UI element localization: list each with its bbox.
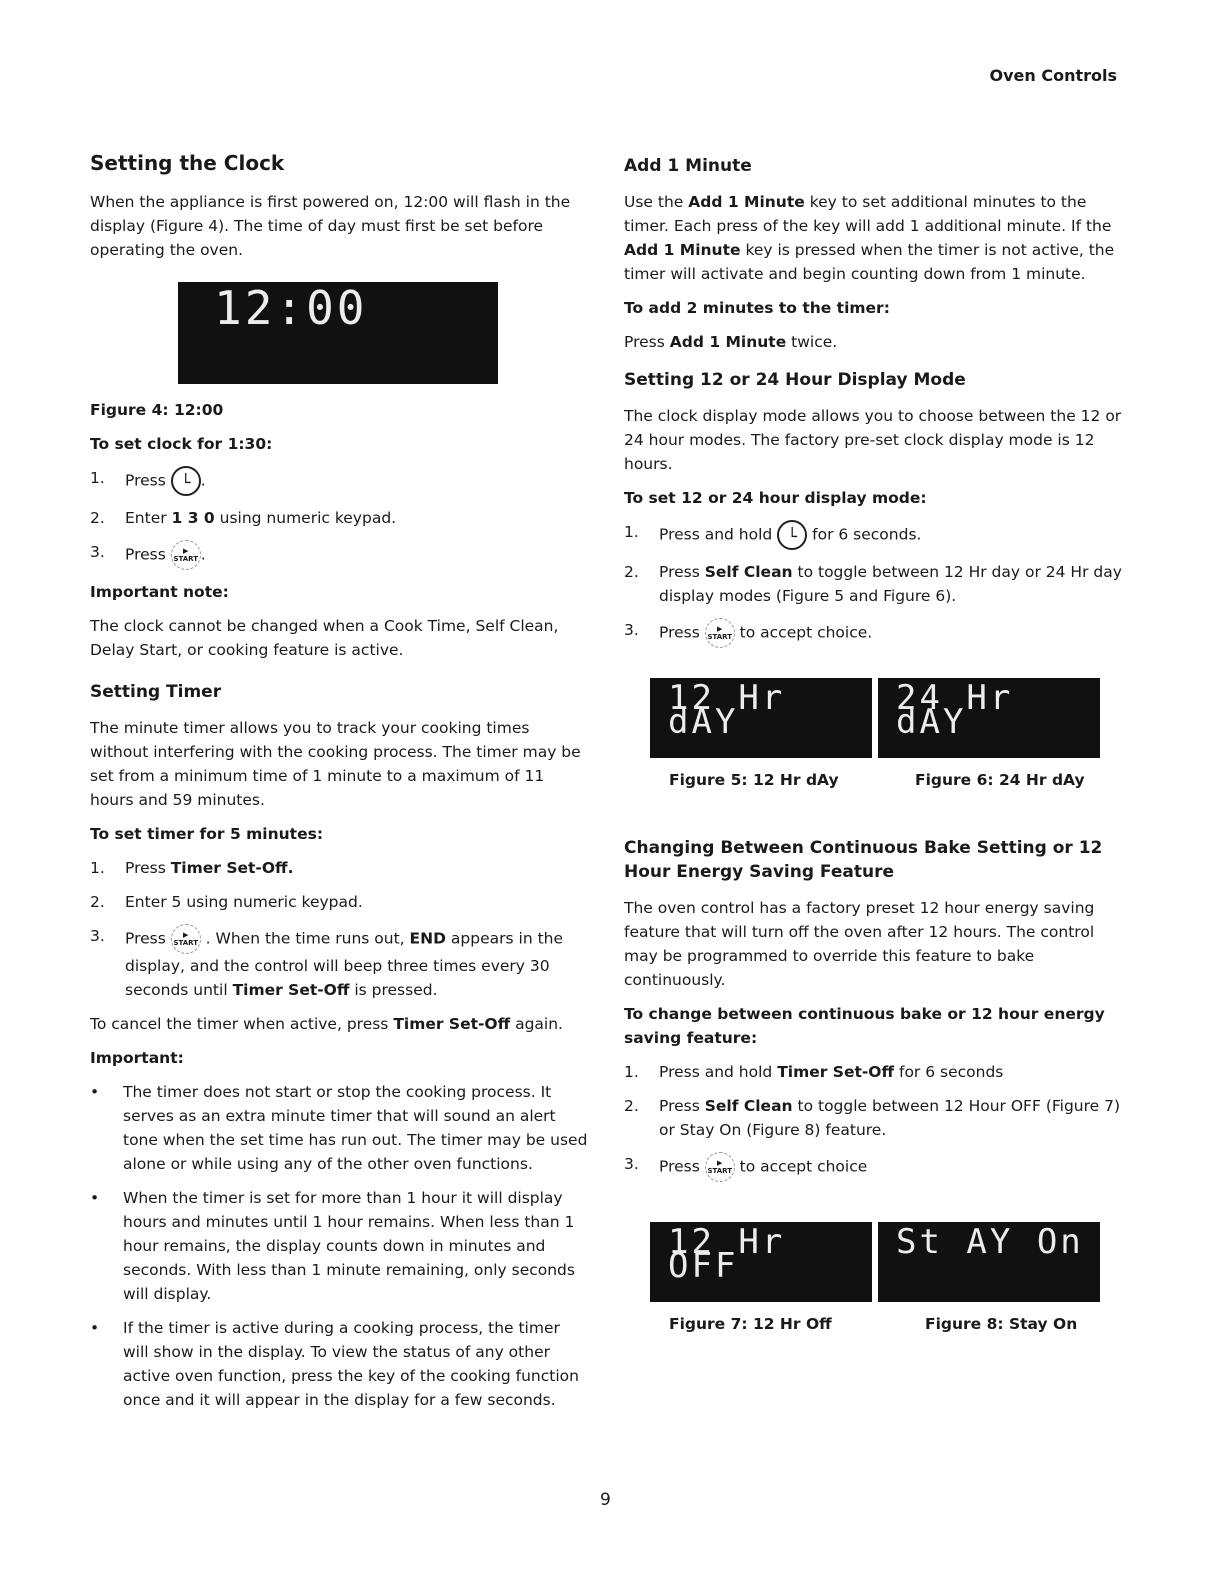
continuous-bake-title: Changing Between Continuous Bake Setting or 12 Hour Energy Saving Feature <box>624 838 1103 882</box>
important-subheading: Important: <box>90 1049 184 1067</box>
display-mode-title: Setting 12 or 24 Hour Display Mode <box>624 370 966 390</box>
step-bold: END <box>409 929 446 948</box>
figure-5-6-displays <box>650 678 1124 758</box>
start-label: START <box>173 939 198 947</box>
play-icon: ▶ <box>183 931 189 939</box>
mode-step-2 <box>624 560 1124 608</box>
play-icon: ▶ <box>717 1159 723 1167</box>
clock-steps <box>90 466 590 570</box>
continuous-bake-steps <box>624 1060 1124 1182</box>
text: twice. <box>791 333 838 351</box>
step-bold: Self Clean <box>704 1097 793 1115</box>
step-text: to accept choice <box>739 1157 868 1176</box>
step-number: 1. <box>624 1063 639 1081</box>
display-mode-steps <box>624 520 1124 648</box>
step-text: Enter 5 using numeric keypad. <box>125 893 363 911</box>
step-number: 2. <box>90 509 105 527</box>
step-text: to toggle between 12 Hr day or 24 Hr day display modes (Figure 5 and Figure 6). <box>659 563 1122 605</box>
text: To cancel the timer when active, press <box>90 1015 389 1033</box>
text: key is pressed when the timer is not active, the timer will activate and begin counting down from 1 minute. <box>624 241 1115 283</box>
timer-steps <box>90 856 590 1002</box>
step-number: 2. <box>90 893 105 911</box>
text: Use the <box>624 193 684 211</box>
step-bold: Timer Set-Off. <box>170 859 294 877</box>
step-text: Press <box>659 623 700 642</box>
set-clock-subheading: To set clock for 1:30: <box>90 435 273 453</box>
figure-7-8-displays <box>650 1222 1124 1302</box>
start-icon <box>705 1152 735 1182</box>
continuous-bake-subheading: To change between continuous bake or 12 hour energy saving feature: <box>624 1005 1105 1047</box>
clock-icon: └ <box>171 466 201 496</box>
add-minute-title: Add 1 Minute <box>624 156 752 176</box>
bullet-item <box>90 1186 590 1306</box>
step-text: Press <box>659 1157 700 1176</box>
step-bold: Self Clean <box>704 563 793 581</box>
step-number: 3. <box>624 621 639 639</box>
bullet-text: When the timer is set for more than 1 hour it will display hours and minutes until 1 hour remains. When less than 1 hour remains, the display counts down in minutes and seconds. With less than 1 minute remaining, only seconds will display. <box>123 1189 575 1303</box>
step-number: 2. <box>624 1097 639 1115</box>
cont-step-1 <box>624 1060 1124 1084</box>
clock-section-title: Setting the Clock <box>90 151 285 175</box>
start-label: START <box>707 1167 732 1175</box>
start-label: START <box>707 633 732 641</box>
step-text: . When the time runs out, <box>205 929 405 948</box>
add-minute-text <box>624 190 1124 286</box>
figure-5-6-captions <box>669 768 1124 792</box>
step-text: . <box>200 471 206 490</box>
step-bold: Timer Set-Off <box>777 1063 895 1081</box>
bullet-item <box>90 1080 590 1176</box>
page-number: 9 <box>600 1490 611 1510</box>
mode-step-3 <box>624 618 1124 648</box>
figure-8-caption: Figure 8: Stay On <box>925 1315 1078 1333</box>
step-text: Press <box>125 929 166 948</box>
step-text: . <box>200 545 206 564</box>
bullet-icon: • <box>90 1319 100 1337</box>
bullet-text: The timer does not start or stop the cooking process. It serves as an extra minute timer that will sound an alert tone when the set time has run out. The timer may be used alone or while using any of the other oven functions. <box>123 1083 588 1173</box>
step-number: 3. <box>90 927 105 945</box>
step-number: 3. <box>624 1155 639 1173</box>
step-number: 2. <box>624 563 639 581</box>
important-bullets <box>90 1080 590 1412</box>
clock-intro: When the appliance is first powered on, 12:00 will flash in the display (Figure 4). The time of day must first be set before operating the oven. <box>90 193 571 259</box>
display-mode-intro: The clock display mode allows you to choose between the 12 or 24 hour modes. The factory pre-set clock display mode is 12 hours. <box>624 407 1122 473</box>
step-text: Press <box>659 563 700 581</box>
step-text: Press <box>125 471 166 490</box>
figure-8-display: St AY On <box>878 1222 1100 1302</box>
step-text: to toggle between 12 Hour OFF (Figure 7) or Stay On (Figure 8) feature. <box>659 1097 1121 1139</box>
clock-step-3 <box>90 540 590 570</box>
figure-4-caption: Figure 4: 12:00 <box>90 401 224 419</box>
cancel-timer-text <box>90 1012 590 1036</box>
figure-7-caption: Figure 7: 12 Hr Off <box>669 1315 832 1333</box>
right-column <box>624 150 1124 1336</box>
left-column <box>90 150 590 1422</box>
cont-step-2 <box>624 1094 1124 1142</box>
step-number: 3. <box>90 543 105 561</box>
text-bold: Timer Set-Off <box>393 1015 511 1033</box>
step-bold: Timer Set-Off <box>232 981 350 999</box>
start-icon <box>705 618 735 648</box>
cont-step-3 <box>624 1152 1124 1182</box>
set-timer-subheading: To set timer for 5 minutes: <box>90 825 324 843</box>
timer-step-2 <box>90 890 590 914</box>
step-text: for 6 seconds. <box>812 525 922 544</box>
step-text: to accept choice. <box>739 623 873 642</box>
bullet-text: If the timer is active during a cooking process, the timer will show in the display. To view the status of any other active oven function, press the key of the cooking function once and it will appear in the display for a few seconds. <box>123 1319 579 1409</box>
bullet-icon: • <box>90 1083 100 1101</box>
play-icon: ▶ <box>183 547 189 555</box>
bullet-icon: • <box>90 1189 100 1207</box>
text-bold: Add 1 Minute <box>688 193 805 211</box>
figure-5-caption: Figure 5: 12 Hr dAy <box>669 771 839 789</box>
figure-7-display: 12 Hr OFF <box>650 1222 872 1302</box>
step-text: using numeric keypad. <box>219 509 397 527</box>
figure-6-display: 24 Hr dAY <box>878 678 1100 758</box>
text: again. <box>515 1015 563 1033</box>
clock-step-1 <box>90 466 590 496</box>
step-text: Enter <box>125 509 167 527</box>
text-bold: Add 1 Minute <box>669 333 787 351</box>
display-mode-subheading: To set 12 or 24 hour display mode: <box>624 489 927 507</box>
start-icon <box>171 540 201 570</box>
step-number: 1. <box>624 523 639 541</box>
page-header: Oven Controls <box>989 66 1117 85</box>
timer-step-1 <box>90 856 590 880</box>
timer-section-title: Setting Timer <box>90 682 222 702</box>
figure-5-display: 12 Hr dAY <box>650 678 872 758</box>
start-icon <box>171 924 201 954</box>
figure-6-caption: Figure 6: 24 Hr dAy <box>915 771 1085 789</box>
step-number: 1. <box>90 469 105 487</box>
figure-7-8-captions <box>669 1312 1124 1336</box>
play-icon: ▶ <box>717 625 723 633</box>
step-text: for 6 seconds <box>898 1063 1004 1081</box>
timer-intro: The minute timer allows you to track your cooking times without interfering with the cooking process. The timer may be set from a minimum time of 1 minute to a maximum of 11 hours and 59 minutes. <box>90 719 581 809</box>
clock-icon: └ <box>777 520 807 550</box>
clock-display-figure: 12:00 <box>178 282 498 384</box>
start-label: START <box>173 555 198 563</box>
continuous-bake-intro: The oven control has a factory preset 12 hour energy saving feature that will turn off the oven after 12 hours. The control may be programmed to override this feature to bake continuously. <box>624 899 1095 989</box>
text: key to set additional minutes to the timer. Each press of the key will add 1 additional minute. If the <box>624 193 1112 235</box>
step-text: Press <box>659 1097 700 1115</box>
text-bold: Add 1 Minute <box>624 241 741 259</box>
important-note-text: The clock cannot be changed when a Cook Time, Self Clean, Delay Start, or cooking feature is active. <box>90 617 559 659</box>
clock-step-2 <box>90 506 590 530</box>
step-text: Press <box>125 545 166 564</box>
add-2-minutes-text <box>624 330 1124 354</box>
important-note-subheading: Important note: <box>90 583 229 601</box>
step-text: appears in the display, and the control will beep three times every 30 seconds until <box>125 929 564 999</box>
text: Press <box>624 333 665 351</box>
bullet-item <box>90 1316 590 1412</box>
step-text: Press <box>125 859 166 877</box>
timer-step-3 <box>90 924 590 1002</box>
step-bold: 1 3 0 <box>171 509 215 527</box>
step-number: 1. <box>90 859 105 877</box>
step-text: is pressed. <box>354 981 438 999</box>
step-text: Press and hold <box>659 1063 773 1081</box>
step-text: Press and hold <box>659 525 773 544</box>
add-2-minutes-subheading: To add 2 minutes to the timer: <box>624 299 890 317</box>
mode-step-1 <box>624 520 1124 550</box>
